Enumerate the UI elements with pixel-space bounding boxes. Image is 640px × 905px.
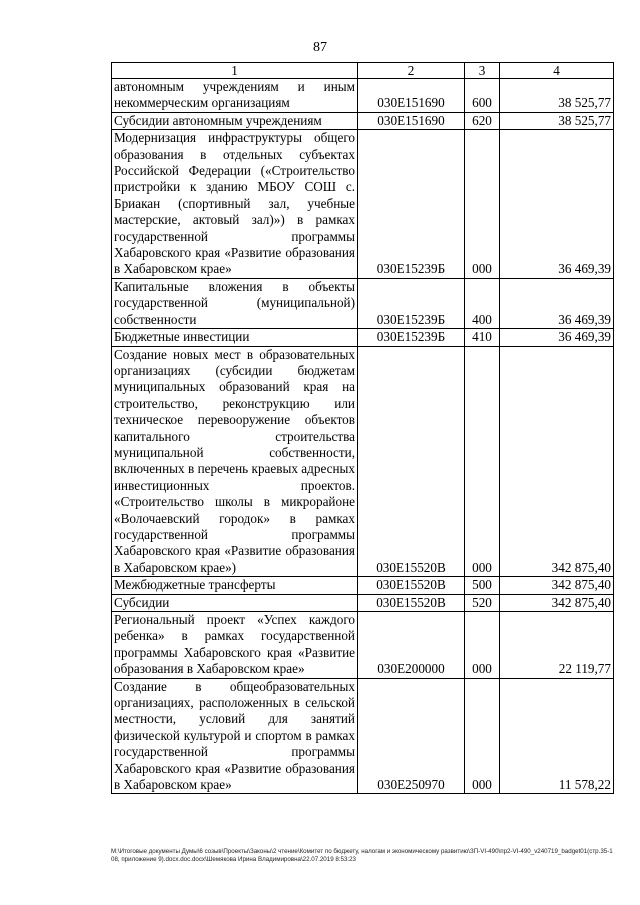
- file-path-footer: М:\Итоговые документы Думы\6 созыв\Проекты\Законы\2 чтение\Комитет по бюджету, налогам и экономическому развитию\ЗП-VI-490\пр2-VI-490_v240719_badget01(стр.35-108, приложение 9).docx.doc.docx\Шемякова Ирина Владимировна\22.07.2019 8:53:23: [111, 848, 613, 863]
- row-name: Межбюджетные трансферты: [112, 577, 358, 594]
- row-type: 600: [465, 79, 500, 113]
- table-row: [112, 130, 614, 279]
- header-col-1: 1: [112, 63, 358, 79]
- table-row: [112, 678, 614, 794]
- row-amount: 342 875,40: [500, 577, 614, 594]
- row-type: 000: [465, 612, 500, 679]
- row-type: 400: [465, 278, 500, 328]
- row-code: 030Е15239Б: [358, 329, 465, 346]
- header-col-3: 3: [465, 63, 500, 79]
- row-code: 030Е200000: [358, 612, 465, 679]
- row-type: 520: [465, 594, 500, 611]
- table-row: [112, 79, 614, 113]
- row-amount: 22 119,77: [500, 612, 614, 679]
- row-name: автономным учреждениям и иным некоммерческим организациям: [112, 79, 358, 113]
- table-row: [112, 329, 614, 346]
- row-name: Создание новых мест в образовательных организациях (субсидии бюджетам муниципальных образований края на строительство, реконструкцию или техническое перевооружение объектов капитального строительства муниципальной собственности, включенных в перечень краевых адресных инвестиционных проектов. «Строительство школы в микрорайоне «Волочаевский городок» в рамках государственной программы Хабаровского края «Развитие образования в Хабаровском крае»): [112, 346, 358, 577]
- table-row: [112, 112, 614, 129]
- row-type: 620: [465, 112, 500, 129]
- row-type: 000: [465, 130, 500, 279]
- row-type: 000: [465, 346, 500, 577]
- row-code: 030Е250970: [358, 678, 465, 794]
- header-col-4: 4: [500, 63, 614, 79]
- row-amount: 36 469,39: [500, 130, 614, 279]
- row-amount: 38 525,77: [500, 112, 614, 129]
- row-amount: 11 578,22: [500, 678, 614, 794]
- table-row: [112, 612, 614, 679]
- row-name: Субсидии автономным учреждениям: [112, 112, 358, 129]
- row-name: Создание в общеобразовательных организациях, расположенных в сельской местности, условий для занятий физической культурой и спортом в рамках государственной программы Хабаровского края «Развитие образования в Хабаровском крае»: [112, 678, 358, 794]
- row-type: 410: [465, 329, 500, 346]
- row-code: 030Е15520В: [358, 577, 465, 594]
- row-name: Модернизация инфраструктуры общего образования в отдельных субъектах Российской Федерации («Строительство пристройки к зданию МБОУ СОШ с. Бриакан (спортивный зал, учебные мастерские, актовый зал)») в рамках государственной программы Хабаровского края «Развитие образования в Хабаровском крае»: [112, 130, 358, 279]
- row-amount: 36 469,39: [500, 278, 614, 328]
- row-name: Субсидии: [112, 594, 358, 611]
- row-amount: 342 875,40: [500, 594, 614, 611]
- page-number: 87: [313, 40, 327, 55]
- row-code: 030Е151690: [358, 79, 465, 113]
- table-row: [112, 577, 614, 594]
- row-amount: 36 469,39: [500, 329, 614, 346]
- table-header-row: [112, 63, 614, 79]
- row-type: 000: [465, 678, 500, 794]
- row-name: Бюджетные инвестиции: [112, 329, 358, 346]
- row-amount: 342 875,40: [500, 346, 614, 577]
- row-code: 030Е15520В: [358, 346, 465, 577]
- header-col-2: 2: [358, 63, 465, 79]
- budget-table: [111, 62, 614, 794]
- row-code: 030Е15239Б: [358, 130, 465, 279]
- row-type: 500: [465, 577, 500, 594]
- row-code: 030Е15520В: [358, 594, 465, 611]
- table-row: [112, 278, 614, 328]
- row-name: Капитальные вложения в объекты государственной (муниципальной) собственности: [112, 278, 358, 328]
- row-code: 030Е15239Б: [358, 278, 465, 328]
- row-amount: 38 525,77: [500, 79, 614, 113]
- table-row: [112, 346, 614, 577]
- row-name: Региональный проект «Успех каждого ребенка» в рамках государственной программы Хабаровского края «Развитие образования в Хабаровском крае»: [112, 612, 358, 679]
- table-row: [112, 594, 614, 611]
- row-code: 030Е151690: [358, 112, 465, 129]
